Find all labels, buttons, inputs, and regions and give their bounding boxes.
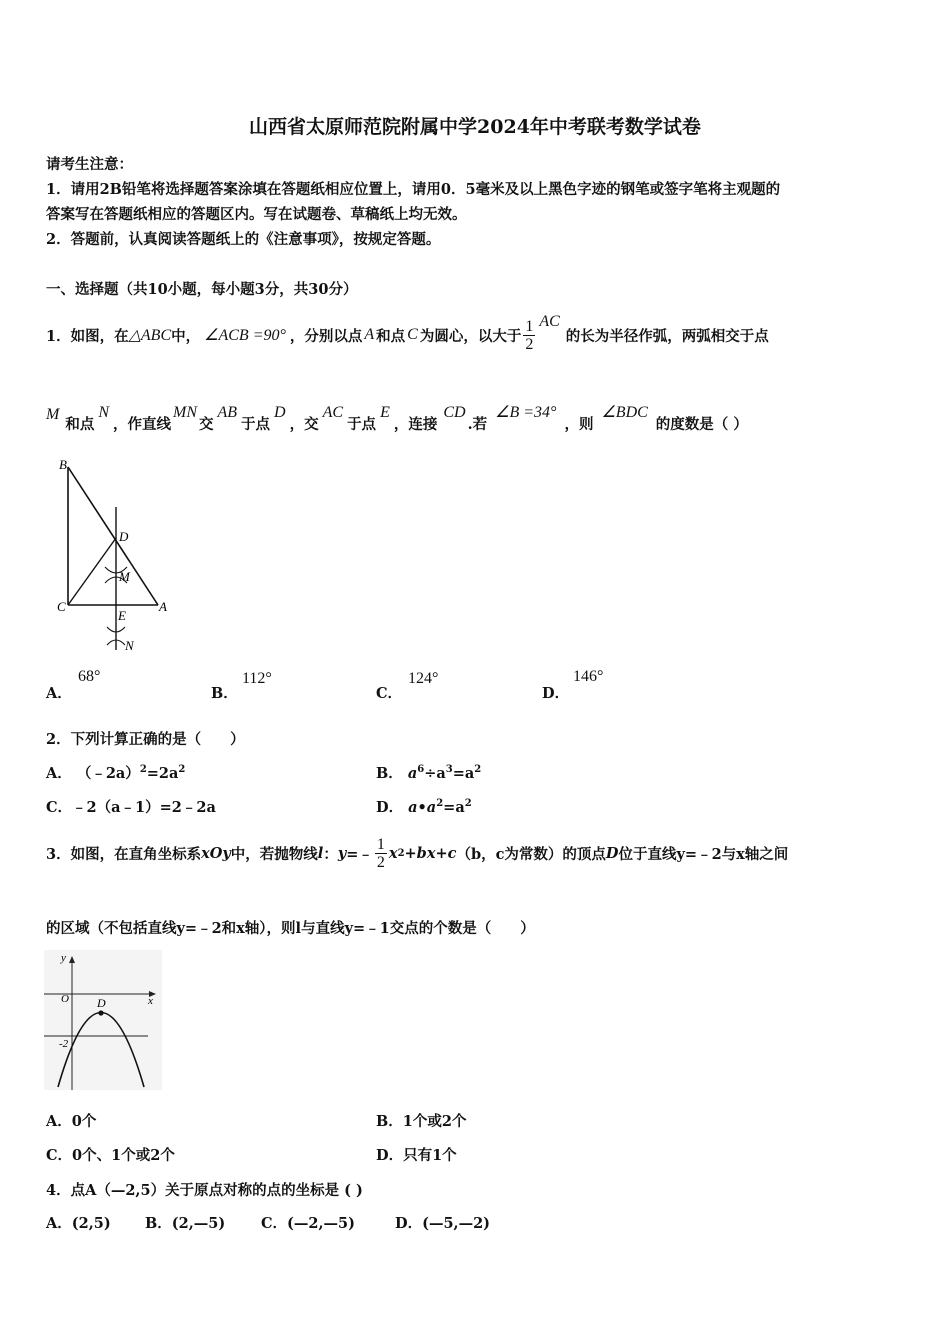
label-b: B	[59, 457, 67, 472]
q2-a-exp-2: 2	[178, 764, 186, 776]
q3-x: x	[388, 844, 398, 862]
label-d: D	[119, 529, 129, 544]
q1-angle-bdc: ∠BDC	[601, 404, 648, 421]
q3-rest: +bx+c	[404, 844, 457, 862]
label-c: C	[57, 599, 66, 614]
q4-option-text: (2,5)	[71, 1215, 111, 1232]
q4-option-letter: B．	[145, 1215, 172, 1232]
q1-text: ，交	[289, 416, 319, 433]
q1-text: ，分别以点	[289, 327, 363, 345]
q1-d: D	[274, 404, 286, 421]
q2-d-eq: =a	[443, 799, 465, 816]
q3-fraction-den: 2	[376, 853, 385, 871]
q2-b-e3: 2	[474, 764, 482, 776]
q2-b-a: a	[407, 765, 418, 782]
question-4-stem: 4．点A（—2,5）关于原点对称的点的坐标是 ( )	[46, 1182, 363, 1199]
q1-text: ，作直线	[113, 416, 171, 433]
q1-text: 交	[199, 416, 214, 433]
q1-ac-2: AC	[322, 404, 344, 421]
q2-option-letter: D．	[376, 799, 404, 816]
q1-ac: AC	[539, 313, 560, 330]
figure-background	[44, 950, 162, 1090]
q2-option-c[interactable]: C．﹣2（a﹣1）=2﹣2a	[46, 799, 216, 816]
q3-option-text: 只有1个	[403, 1147, 457, 1164]
q1-text: ，则	[564, 416, 594, 433]
page-title: 山西省太原师范院附属中学2024年中考联考数学试卷	[249, 116, 701, 138]
q3-text: 位于直线y=﹣2与x轴之间	[618, 845, 789, 863]
q1-text: 1．如图，在	[46, 327, 129, 345]
label-minus-2: -2	[59, 1038, 69, 1050]
label-m: M	[119, 569, 130, 584]
q3-option-text: 0个、1个或2个	[72, 1147, 175, 1164]
notice-line-1: 1．请用2B铅笔将选择题答案涂填在答题纸相应位置上，请用0．5毫米及以上黑色字迹的钢笔或签字笔将主观题的	[46, 181, 781, 198]
q1-text: 的长为半径作弧，两弧相交于点	[565, 327, 769, 345]
q3-fraction	[375, 836, 387, 871]
q1-m: M	[46, 406, 60, 423]
q2-option-d[interactable]	[376, 796, 472, 817]
q3-option-text: 0个	[71, 1113, 97, 1130]
question-3-line-2: 的区域（不包括直线y=﹣2和x轴），则l与直线y=﹣1交点的个数是（ ）	[46, 920, 535, 937]
q3-exp: 2	[397, 847, 405, 859]
notice-heading: 请考生注意：	[46, 156, 133, 173]
label-x: x	[148, 995, 153, 1007]
q1-option-b-letter[interactable]: B．	[211, 685, 238, 702]
q2-a-exp: 2	[139, 764, 147, 776]
q1-option-c-value: 124°	[408, 670, 439, 687]
q2-option-letter: B．	[376, 765, 403, 782]
q1-option-c-letter[interactable]: C．	[376, 685, 403, 702]
q1-cd: CD	[443, 404, 466, 421]
q2-b-div: ÷a	[424, 765, 446, 782]
q2-d-a: a•a	[408, 799, 437, 816]
q1-text: 的度数是（ ）	[655, 416, 748, 433]
q1-ab: AB	[217, 404, 238, 421]
q2-option-letter: A．	[46, 765, 72, 782]
q1-fraction-den: 2	[525, 335, 534, 353]
q1-text: 和点	[65, 416, 95, 433]
q3-y: y	[337, 844, 347, 862]
label-o: O	[61, 993, 69, 1005]
q4-option-a[interactable]	[46, 1212, 111, 1233]
q1-figure	[55, 455, 180, 655]
q4-option-text: (—5,—2)	[422, 1215, 491, 1232]
q3-option-d[interactable]	[376, 1144, 457, 1165]
q1-angle-b: ∠B =34°	[495, 404, 557, 421]
q2-d-e2: 2	[464, 798, 472, 810]
label-e: E	[118, 608, 126, 623]
q3-d: D	[605, 844, 619, 862]
q4-option-letter: C．	[261, 1215, 288, 1232]
q3-option-letter: A．	[46, 1113, 72, 1130]
q3-eq: =﹣	[346, 845, 373, 863]
vertex-point	[98, 1010, 103, 1015]
notice-line-3: 2．答题前，认真阅读答题纸上的《注意事项》，按规定答题。	[46, 231, 441, 248]
q1-option-b-value: 112°	[242, 670, 272, 687]
q1-mn: MN	[173, 404, 197, 421]
q2-b-e1: 6	[417, 764, 425, 776]
q2-b-eq: =a	[452, 765, 475, 782]
q1-fraction	[523, 318, 535, 353]
q1-text: 于点	[347, 416, 377, 433]
q3-option-b[interactable]	[376, 1110, 466, 1131]
q1-text: 为圆心，以大于	[419, 327, 522, 345]
q3-option-a[interactable]	[46, 1110, 96, 1131]
q3-xoy: xOy	[201, 844, 231, 862]
question-2-stem: 2．下列计算正确的是（ ）	[46, 731, 245, 748]
label-a: A	[159, 599, 167, 614]
line-ba	[68, 467, 158, 605]
q1-e: E	[380, 404, 390, 421]
q3-option-text: 1个或2个	[402, 1113, 467, 1130]
q1-option-a-value: 68°	[78, 668, 101, 685]
q1-text: 于点	[241, 416, 271, 433]
question-1-line-1	[46, 312, 769, 358]
q4-option-text: (2,—5)	[171, 1215, 226, 1232]
question-3-line-1	[46, 830, 788, 876]
q1-option-d-value: 146°	[573, 668, 604, 685]
notice-line-2: 答案写在答题纸相应的答题区内。写在试题卷、草稿纸上均无效。	[46, 206, 467, 223]
section-heading: 一、选择题（共10小题，每小题3分，共30分）	[46, 281, 358, 298]
q4-option-b[interactable]	[145, 1212, 225, 1233]
line-cd	[68, 538, 116, 605]
q2-d-e1: 2	[436, 798, 444, 810]
q3-text: 3．如图，在直角坐标系	[46, 845, 202, 863]
q2-option-a[interactable]	[46, 762, 185, 783]
question-1-line-2	[46, 400, 748, 434]
q3-text: ：	[323, 845, 338, 863]
q4-option-letter: D．	[395, 1215, 423, 1232]
q1-point-c: C	[407, 326, 418, 343]
q3-option-letter: D．	[376, 1147, 404, 1164]
q1-text: ，连接	[393, 416, 438, 433]
label-y: y	[61, 952, 66, 964]
q3-figure	[44, 950, 162, 1090]
q2-option-b[interactable]	[376, 762, 481, 783]
q1-text: 和点	[376, 327, 406, 345]
q1-option-a-letter[interactable]: A．	[46, 685, 72, 702]
q3-text: （b，c为常数）的顶点	[456, 845, 606, 863]
q4-option-text: (—2,—5)	[287, 1215, 355, 1232]
q2-b-e2: 3	[445, 764, 453, 776]
q3-l: l	[317, 844, 324, 862]
q1-point-a: A	[364, 326, 375, 343]
q3-option-letter: B．	[376, 1113, 403, 1130]
q1-fraction-num: 1	[525, 317, 534, 335]
q4-option-d[interactable]	[395, 1212, 490, 1233]
q4-option-c[interactable]	[261, 1212, 355, 1233]
q1-text: .若	[467, 416, 488, 433]
q2-a-eq: =2a	[146, 765, 179, 782]
q4-option-letter: A．	[46, 1215, 72, 1232]
q1-triangle: △ABC	[128, 327, 172, 344]
q1-n: N	[98, 404, 109, 421]
q1-angle-acb: ∠ACB =90°	[204, 327, 286, 344]
label-n: N	[125, 638, 134, 653]
q3-text: 中，若抛物线	[230, 845, 318, 863]
q3-option-letter: C．	[46, 1147, 73, 1164]
q1-text: 中，	[171, 327, 201, 345]
label-d: D	[97, 996, 106, 1010]
q2-a-base: （﹣2a）	[76, 765, 140, 782]
q3-option-c[interactable]	[46, 1144, 175, 1165]
q3-fraction-num: 1	[376, 835, 385, 853]
q1-option-d-letter[interactable]: D．	[542, 685, 570, 702]
